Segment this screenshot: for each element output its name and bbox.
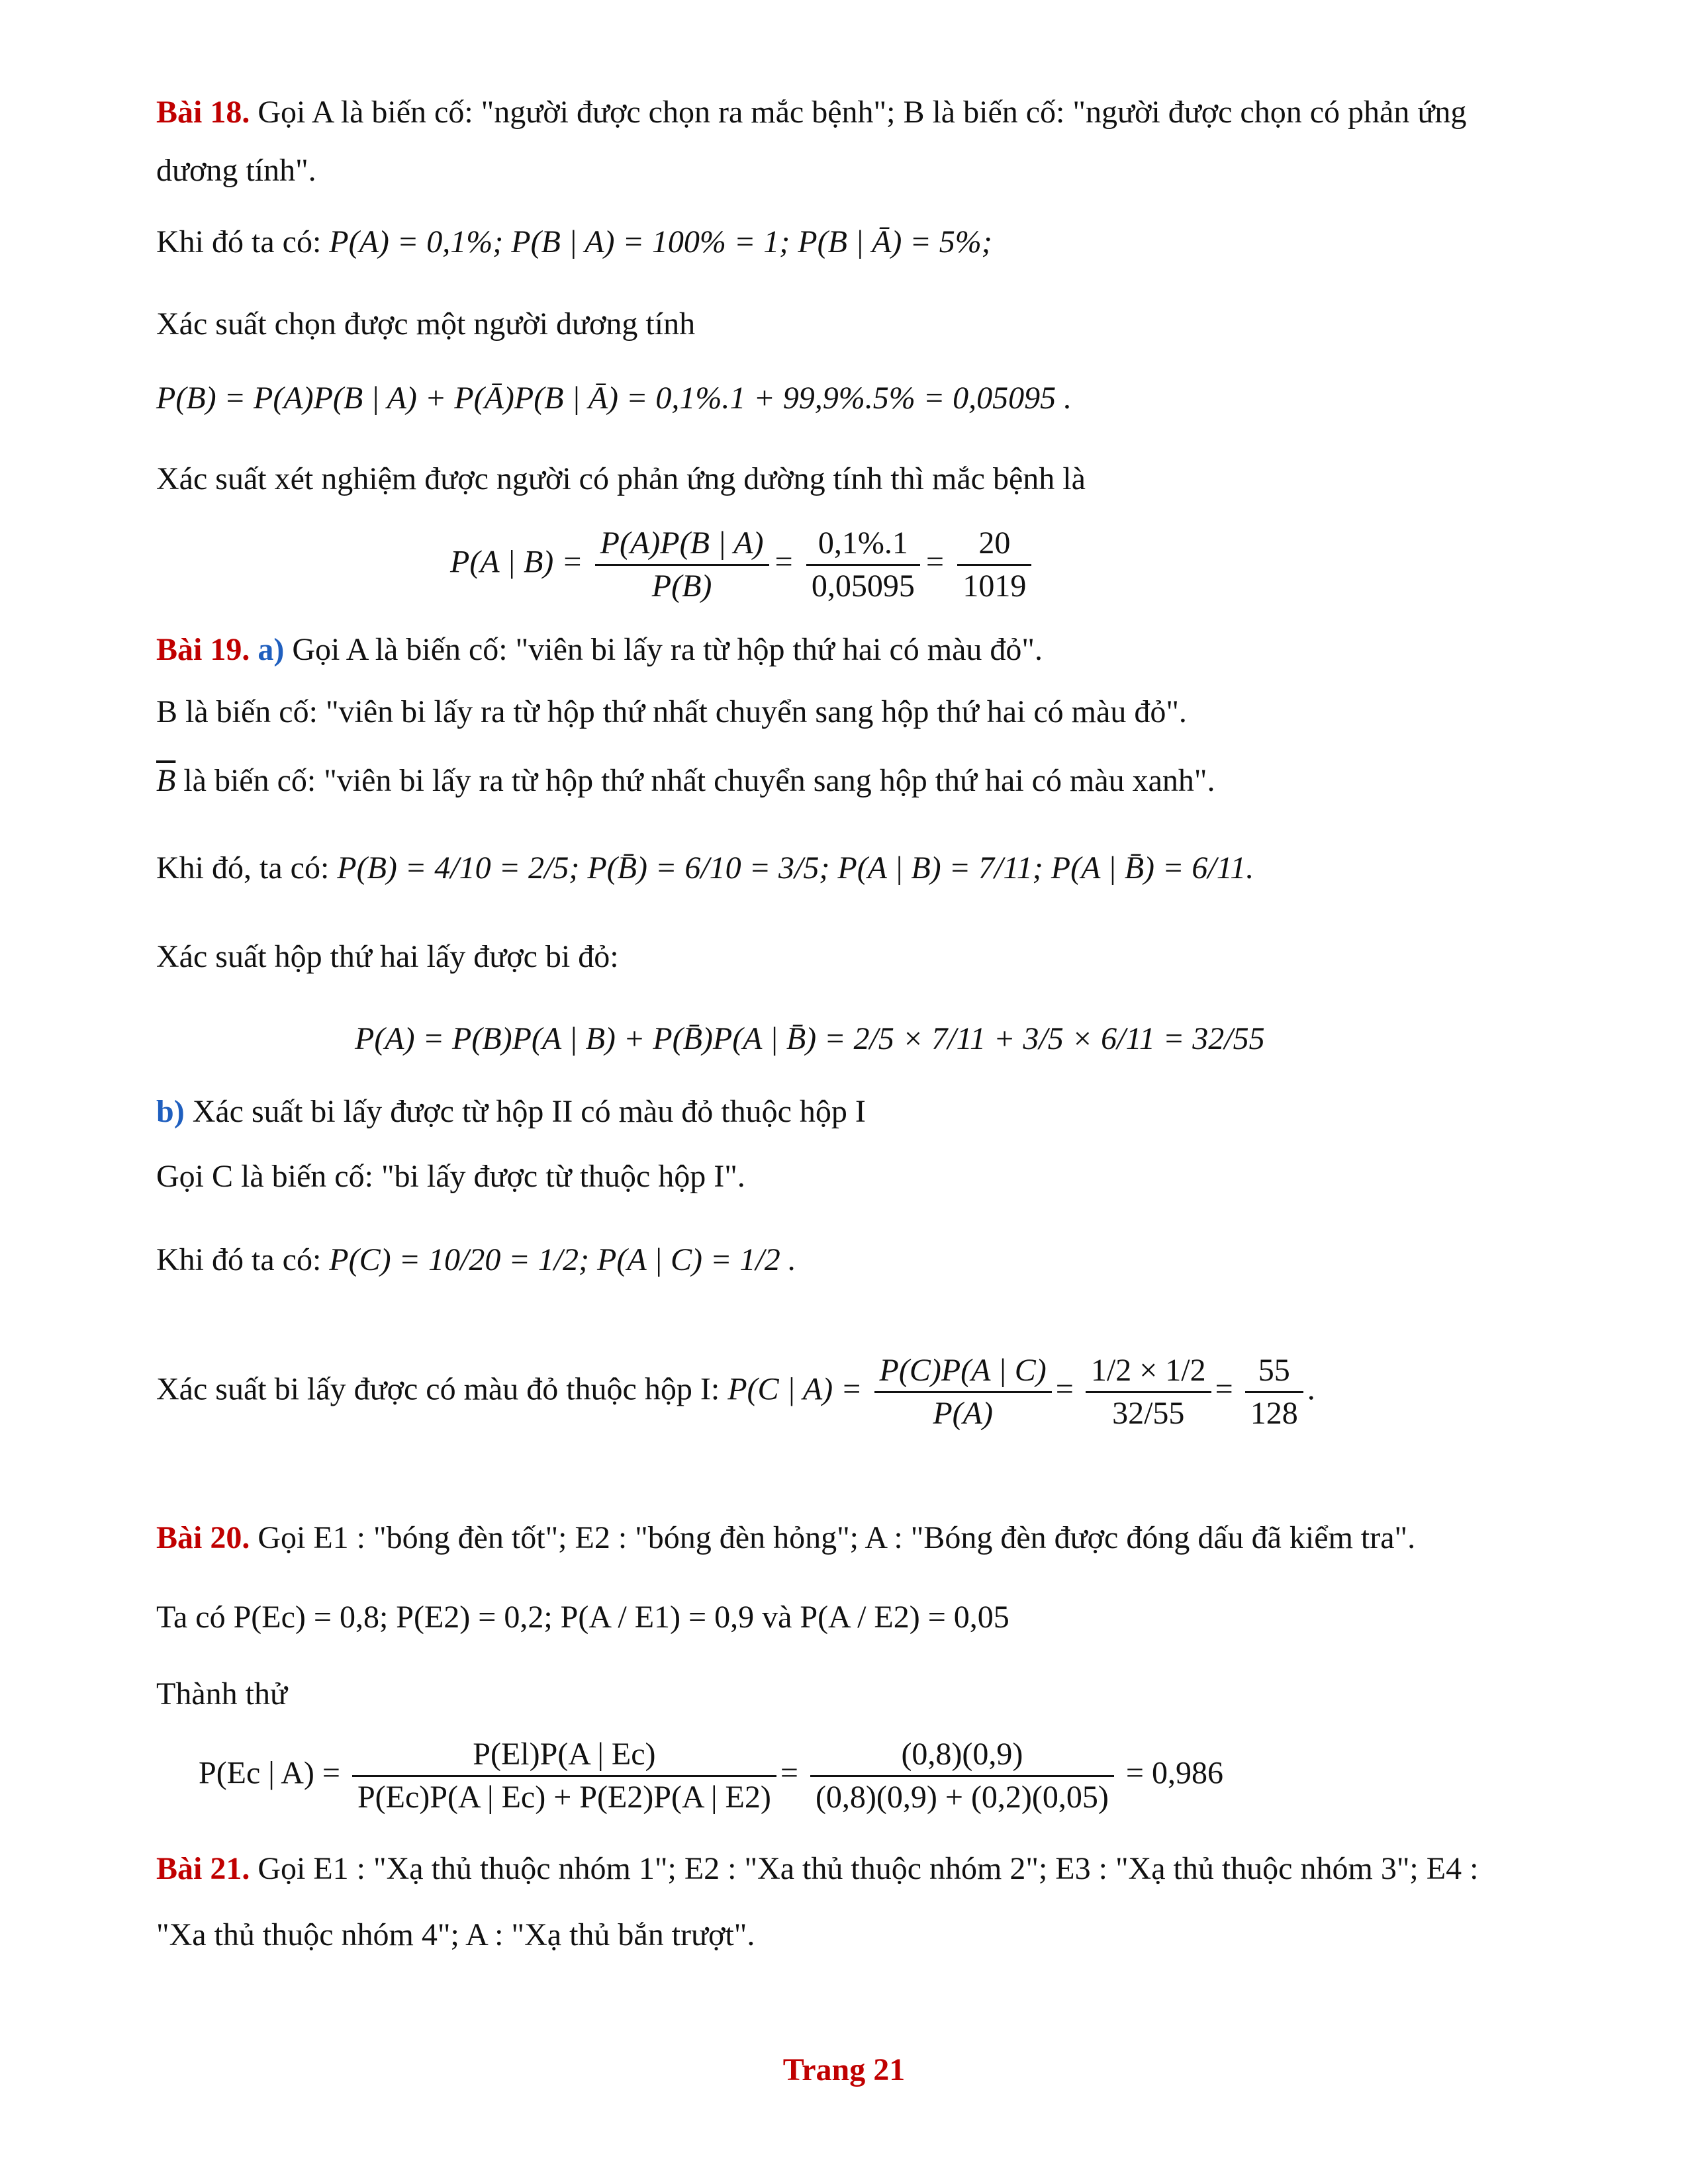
page-number: Trang 21 [782, 2052, 906, 2087]
b19-given [156, 848, 1254, 888]
b18-q-frac-1 [595, 523, 769, 607]
b20-tt-frac-2 [810, 1734, 1114, 1818]
b19-red-formula [355, 1019, 1265, 1059]
b19-c-def-text: Gọi C là biến cố: "bi lấy được từ thuộc hộp I". [156, 1159, 745, 1194]
b21-line-2 [156, 1915, 755, 1955]
b20-given [156, 1598, 1009, 1637]
b21-intro-1: Gọi E1 : "Xạ thủ thuộc nhóm 1"; E2 : "Xa thủ thuộc nhóm 2"; E3 : "Xạ thủ thuộc nhóm 3"; E4 : [250, 1851, 1479, 1886]
b19-b-title [156, 1092, 866, 1132]
b21-intro-2: "Xa thủ thuộc nhóm 4"; A : "Xạ thủ bắn trượt". [156, 1917, 755, 1952]
b18-q-label [156, 459, 1086, 499]
b19-c-given-label: Khi đó ta có: [156, 1242, 330, 1277]
b19-b-def [156, 692, 1187, 732]
b18-p-formula [156, 379, 1072, 418]
b18-p-formula-text: P(B) = P(A)P(B | A) + P(Ā)P(B | Ā) = 0,1%.1 + 99,9%.5% = 0,05095 . [156, 381, 1072, 416]
frac-denominator: 0,05095 [811, 569, 915, 604]
b18-given [156, 222, 992, 262]
frac-denominator: (0,8)(0,9) + (0,2)(0,05) [815, 1780, 1109, 1815]
b19-title: Bài 19. [156, 632, 250, 667]
b18-p-label [156, 304, 695, 344]
b19-final-label: Xác suất bi lấy được có màu đỏ thuộc hộp I: [156, 1371, 728, 1407]
b19-bbar-def [156, 761, 1215, 801]
b19-c-given-math: P(C) = 10/20 = 1/2; P(A | C) = 1/2 . [329, 1242, 796, 1277]
frac-denominator: 32/55 [1112, 1396, 1185, 1431]
b19-red-label [156, 937, 619, 977]
b18-intro-2: dương tính". [156, 153, 316, 188]
b20-tt-frac-1 [352, 1734, 776, 1818]
b18-q-label-text: Xác suất xét nghiệm được người có phản ứng dường tính thì mắc bệnh là [156, 461, 1086, 496]
b19-b-def-text: B là biến cố: "viên bi lấy ra từ hộp thứ nhất chuyển sang hộp thứ hai có màu đỏ". [156, 694, 1187, 729]
b19-c-given [156, 1240, 796, 1280]
b18-given-label: Khi đó ta có: [156, 224, 330, 259]
b19-bbar-def-text: là biến cố: "viên bi lấy ra từ hộp thứ nhất chuyển sang hộp thứ hai có màu xanh". [175, 763, 1215, 798]
b18-title: Bài 18. [156, 95, 250, 130]
b20-given-math: P(Ec) = 0,8; P(E2) = 0,2; P(A / E1) = 0,9 và P(A / E2) = 0,05 [233, 1600, 1009, 1635]
b20-title: Bài 20. [156, 1520, 250, 1555]
b19-red-formula-text: P(A) = P(B)P(A | B) + P(B̄)P(A | B̄) = 2/5 × 7/11 + 3/5 × 6/11 = 32/55 [355, 1021, 1265, 1056]
b18-q-lhs: P(A | B) = [450, 544, 583, 580]
b19-line-1 [156, 630, 1043, 670]
b20-line-1 [156, 1518, 1415, 1558]
frac-numerator: 55 [1245, 1350, 1303, 1393]
frac-denominator: P(Ec)P(A | Ec) + P(E2)P(A | E2) [357, 1780, 771, 1815]
frac-denominator: 128 [1250, 1396, 1298, 1431]
b21-title: Bài 21. [156, 1851, 250, 1886]
b19-final-frac-1 [874, 1350, 1052, 1434]
b19-final: Xác suất bi lấy được có màu đỏ thuộc hộp I: P(C | A) = $\frac{P(C)P(A | C)}{P(A)}$ = $\frac{1/2 \times 1/2}{32/55}$ = $\frac{55}{128}$ . [156, 1350, 1315, 1434]
b20-intro: Gọi E1 : "bóng đèn tốt"; E2 : "bóng đèn hỏng"; A : "Bóng đèn được đóng dấu đã kiểm tra". [250, 1520, 1416, 1555]
frac-denominator: P(B) [651, 569, 712, 604]
frac-numerator: P(A)P(B | A) [595, 523, 769, 566]
b19-bbar-symbol: $\overline{B}$ [156, 763, 176, 798]
frac-numerator: 0,1%.1 [806, 523, 920, 566]
b19-final-frac-2 [1086, 1350, 1211, 1434]
frac-numerator: 20 [957, 523, 1031, 566]
frac-numerator: P(C)P(A | C) [874, 1350, 1052, 1393]
b20-tt-lhs: P(Ec | A) = [199, 1755, 340, 1791]
frac-numerator: 1/2 × 1/2 [1086, 1350, 1211, 1393]
b18-intro-1: Gọi A là biến cố: "người được chọn ra mắc bệnh"; B là biến cố: "người được chọn có phản ứng [250, 95, 1467, 130]
b19-final-lhs: P(C | A) = [727, 1371, 863, 1407]
b19-c-def [156, 1157, 745, 1197]
frac-numerator: (0,8)(0,9) [810, 1734, 1114, 1777]
b18-q-frac-3 [957, 523, 1031, 607]
b18-q-formula: P(A | B) = $\frac{P(A)P(B | A)}{P(B)}$ = $\frac{0,1\%.1}{0,05095}$ = $\frac{20}{1019}$ [450, 523, 1035, 607]
b19-given-math: P(B) = 4/10 = 2/5; P(B̄) = 6/10 = 3/5; P(A | B) = 7/11; P(A | B̄) = 6/11. [337, 850, 1254, 886]
b19-b-title-text: Xác suất bi lấy được từ hộp II có màu đỏ thuộc hộp I [184, 1094, 866, 1129]
b19-part-a: a) [258, 632, 285, 667]
b20-tt-result: = 0,986 [1125, 1755, 1223, 1791]
b19-a-intro: Gọi A là biến cố: "viên bi lấy ra từ hộp thứ hai có màu đỏ". [284, 632, 1043, 667]
b20-given-label: Ta có [156, 1600, 234, 1635]
b19-part-b: b) [156, 1094, 185, 1129]
b18-q-frac-2 [806, 523, 920, 607]
b19-given-label: Khi đó, ta có: [156, 850, 338, 886]
b20-tt-label-text: Thành thử [156, 1676, 287, 1711]
b21-line-1 [156, 1849, 1478, 1889]
frac-denominator: 1019 [962, 569, 1027, 604]
b19-red-label-text: Xác suất hộp thứ hai lấy được bi đỏ: [156, 939, 619, 974]
b18-given-math: P(A) = 0,1%; P(B | A) = 100% = 1; P(B | Ā) = 5%; [329, 224, 992, 259]
b18-line-1 [156, 93, 1466, 132]
b19-final-frac-3 [1245, 1350, 1303, 1434]
frac-denominator: P(A) [933, 1396, 993, 1431]
b20-tt-label [156, 1674, 287, 1714]
frac-numerator: P(El)P(A | Ec) [352, 1734, 776, 1777]
b18-p-label-text: Xác suất chọn được một người dương tính [156, 306, 696, 341]
b18-line-2 [156, 151, 316, 191]
b20-tt-formula: P(Ec | A) = $\frac{P(El)P(A | Ec)}{P(Ec)P(A | Ec) + P(E2)P(A | E2)}$ = $\frac{(0,8)(0,9)}{(0,8)(0,9) + (0,2)(0,05)}$ = 0,986 [199, 1734, 1223, 1818]
